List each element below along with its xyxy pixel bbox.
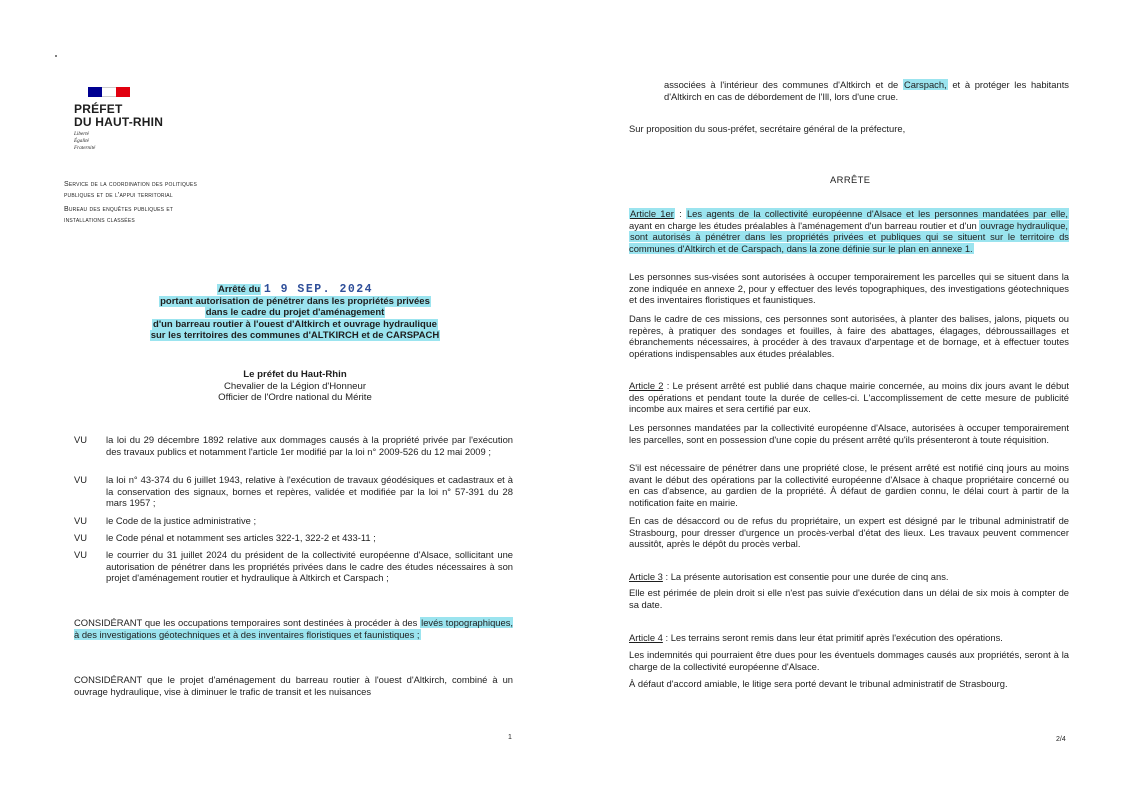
vu-label: VU xyxy=(74,515,88,526)
article-1-highlight-1: Les agents de la collectivité européenne d'Alsace et les personnes mandatées par elle, xyxy=(686,208,1068,219)
vu-item-5: le courrier du 31 juillet 2024 du président de la collectivité européenne d'Alsace, sollicitant une autorisation de pénétrer dans les propriétés privées dans le cadre des études nécessaires à son projet d'aménagement routier et hydraulique à Altkirch et Carspach ; xyxy=(106,549,513,584)
article-1-highlight-2: ouvrage hydraulique, xyxy=(980,219,1069,231)
article-1-label: Article 1er xyxy=(630,208,674,219)
article-2: Article 2 : Le présent arrêté est publié dans chaque mairie concernée, au moins dix jours avant le début des opérations et pendant toute la durée de celles-ci. L'accomplissement de cette mesure de publicité incombe aux maires et sera certifié par eux. xyxy=(629,380,1069,415)
vu-item-3: le Code de la justice administrative ; xyxy=(106,515,257,526)
vu-item-4: le Code pénal et notamment ses articles 322-1, 322-2 et 433-11 ; xyxy=(106,532,376,543)
title-line3: dans le cadre du projet d'aménagement xyxy=(205,307,385,318)
article-1: Article 1er : Les agents de la collectivité européenne d'Alsace et les personnes mandatées par elle, ayant en charge les études préalables à l'aménagement d'un barreau routier et d'un ouvrage hydraulique, sont autorisés à pénétrer dans les propriétés privées et publiques qui se situent sur le territoire ds communes d'Altkirch et de Carspach, dans la zone définie sur le plan en annexe 1. xyxy=(629,208,1069,254)
arrete-heading: ARRÊTE xyxy=(830,174,871,185)
service-line2: publiques et de l'appui territorial xyxy=(64,192,173,199)
marianne-logo xyxy=(88,87,134,97)
article-4-paragraph-3: À défaut d'accord amiable, le litige sera porté devant le tribunal administratif de Strasbourg. xyxy=(629,678,1008,689)
arrete-title xyxy=(100,284,490,342)
scan-speck xyxy=(55,55,57,57)
article-3: Article 3 : La présente autorisation est consentie pour une durée de cinq ans. xyxy=(629,571,949,582)
article-3-paragraph-1: La présente autorisation est consentie pour une durée de cinq ans. xyxy=(670,571,949,582)
considerant-1-highlight: levés topographiques, à des investigations géotechniques et à des inventaires floristiques et faunistiques ; xyxy=(74,617,514,640)
page-number: 2/4 xyxy=(1056,736,1066,743)
date-stamp: 1 9 SEP. 2024 xyxy=(263,283,374,296)
title-line5: sur les territoires des communes d'ALTKIRCH et de CARSPACH xyxy=(150,330,440,341)
prefet-title: Le préfet du Haut-Rhin xyxy=(243,369,347,380)
continuation-paragraph xyxy=(664,79,1069,102)
continuation-before: associées à l'intérieur des communes d'Altkirch et de xyxy=(664,79,899,90)
article-2-paragraph-1: Le présent arrêté est publié dans chaque mairie concernée, au moins dix jours avant le début des opérations et pendant toute la durée de celles-ci. L'accomplissement de cette mesure de publicité incombe aux maires et sera certifié par eux. xyxy=(629,380,1069,415)
article-2-paragraph-2: Les personnes mandatées par la collectivité européenne d'Alsace, autorisées à occuper temporairement les parcelles, sont en possession d'une copie du présent arrêté qu'ils présenteront à toute réquisition. xyxy=(629,422,1069,445)
document-page-2 xyxy=(570,0,1140,806)
article-3-label: Article 3 xyxy=(629,571,663,582)
page-number: 1 xyxy=(508,734,512,741)
devise-egalite: Égalité xyxy=(74,138,89,144)
proposition-line: Sur proposition du sous-préfet, secrétaire général de la préfecture, xyxy=(629,123,906,134)
article-1-text: ayant en charge les études préalables à l'aménagement d'un barreau routier et d'un xyxy=(629,219,977,231)
vu-label: VU xyxy=(74,434,88,445)
prefet-block xyxy=(150,369,440,404)
vu-label: VU xyxy=(74,549,88,560)
service-line4: installations classées xyxy=(64,217,135,224)
devise-liberte: Liberté xyxy=(74,131,89,137)
prefet-honor-2: Officier de l'Ordre national du Mérite xyxy=(218,392,372,403)
continuation-after: et à protéger les habitants d'Altkirch en cas de débordement de l'Ill, lors d'une crue. xyxy=(664,79,1069,102)
title-line2: portant autorisation de pénétrer dans les propriétés privées xyxy=(160,295,430,307)
vu-label: VU xyxy=(74,532,88,543)
prefet-logo-line2: DU HAUT-RHIN xyxy=(74,115,164,129)
prefet-logo-line1: PRÉFET xyxy=(74,102,123,116)
continuation-highlight: Carspach, xyxy=(903,79,947,90)
service-line3: Bureau des enquêtes publiques et xyxy=(64,206,174,213)
article-1-paragraph-2: Les personnes sus-visées sont autorisées à occuper temporairement les parcelles qui se situent dans la zone indiquée en annexe 2, pour y effectuer des levés topographiques, des investigations géotechniques et des inventaires floristiques et faunistiques. xyxy=(629,271,1069,306)
article-2-paragraph-4: En cas de désaccord ou de refus du propriétaire, un expert est désigné par le tribunal administratif de Strasbourg, pour dresser d'urgence un procès-verbal d'état des lieux. Les travaux peuvent commencer aussitôt, après le dépôt du procès verbal. xyxy=(629,515,1069,550)
vu-item-1: la loi du 29 décembre 1892 relative aux dommages causés à la propriété privée par l'exécution des travaux publics et notamment l'article 1er modifié par la loi n° 2009-526 du 12 mai 2009 ; xyxy=(106,434,513,457)
article-4-label: Article 4 xyxy=(629,632,663,643)
article-3-paragraph-2: Elle est périmée de plein droit si elle n'est pas suivie d'exécution dans un délai de six mois à compter de sa date. xyxy=(629,587,1069,610)
arrete-du-label: Arrêté du xyxy=(217,284,261,295)
vu-item-2: la loi n° 43-374 du 6 juillet 1943, relative à l'exécution de travaux géodésiques et cadastraux et à la conservation des signaux, bornes et repères, validée et modifiée par la loi n° 57-391 du 28 mars 1957 ; xyxy=(106,474,513,509)
title-line4: d'un barreau routier à l'ouest d'Altkirch et ouvrage hydraulique xyxy=(153,318,437,330)
article-1-paragraph-3: Dans le cadre de ces missions, ces personnes sont autorisées, à planter des balises, jalons, piquets ou repères, à pratiquer des sondages et fouilles, à faire des abattages, élagages, débroussaillages et ébranchements nécessaires, à procéder à des travaux d'arpentage et de bornage, et à effectuer toutes opérations indispensables aux études préalables. xyxy=(629,313,1069,359)
article-4: Article 4 : Les terrains seront remis dans leur état primitif après l'exécution des opérations. xyxy=(629,632,1003,643)
devise-fraternite: Fraternité xyxy=(74,145,96,151)
title-line1 xyxy=(100,284,490,296)
article-2-paragraph-3: S'il est nécessaire de pénétrer dans une propriété close, le présent arrêté est notifié cinq jours au moins avant le début des opérations par la collectivité européenne d'Alsace à chaque propriétaire concerné ou en cas d'absence, au gardien de la propriété. À défaut de gardien connu, le délai court à partir de la notification faite en mairie. xyxy=(629,462,1069,508)
vu-label: VU xyxy=(74,474,88,485)
considerant-2: CONSIDÉRANT que le projet d'aménagement du barreau routier à l'ouest d'Altkirch, combiné à un ouvrage hydraulique, vise à diminuer le trafic de transit et les nuisances xyxy=(74,674,513,697)
article-2-label: Article 2 xyxy=(629,380,664,391)
article-4-paragraph-2: Les indemnités qui pourraient être dues pour les éventuels dommages causés aux propriétés, seront à la charge de la collectivité européenne d'Alsace. xyxy=(629,649,1069,672)
article-4-paragraph-1: Les terrains seront remis dans leur état primitif après l'exécution des opérations. xyxy=(670,632,1003,643)
service-line1: Service de la coordination des politiques xyxy=(64,181,197,188)
considerant-1-text: CONSIDÉRANT que les occupations temporaires sont destinées à procéder à des xyxy=(74,617,418,628)
prefet-honor-1: Chevalier de la Légion d'Honneur xyxy=(223,380,367,392)
article-1-highlight-3: sont autorisés à pénétrer dans les propriétés privées et publiques qui se situent sur le territoire ds communes d'Altkirch et de Carspach, dans la zone définie sur le plan en annexe 1. xyxy=(629,231,1069,254)
considerant-1 xyxy=(74,617,513,640)
